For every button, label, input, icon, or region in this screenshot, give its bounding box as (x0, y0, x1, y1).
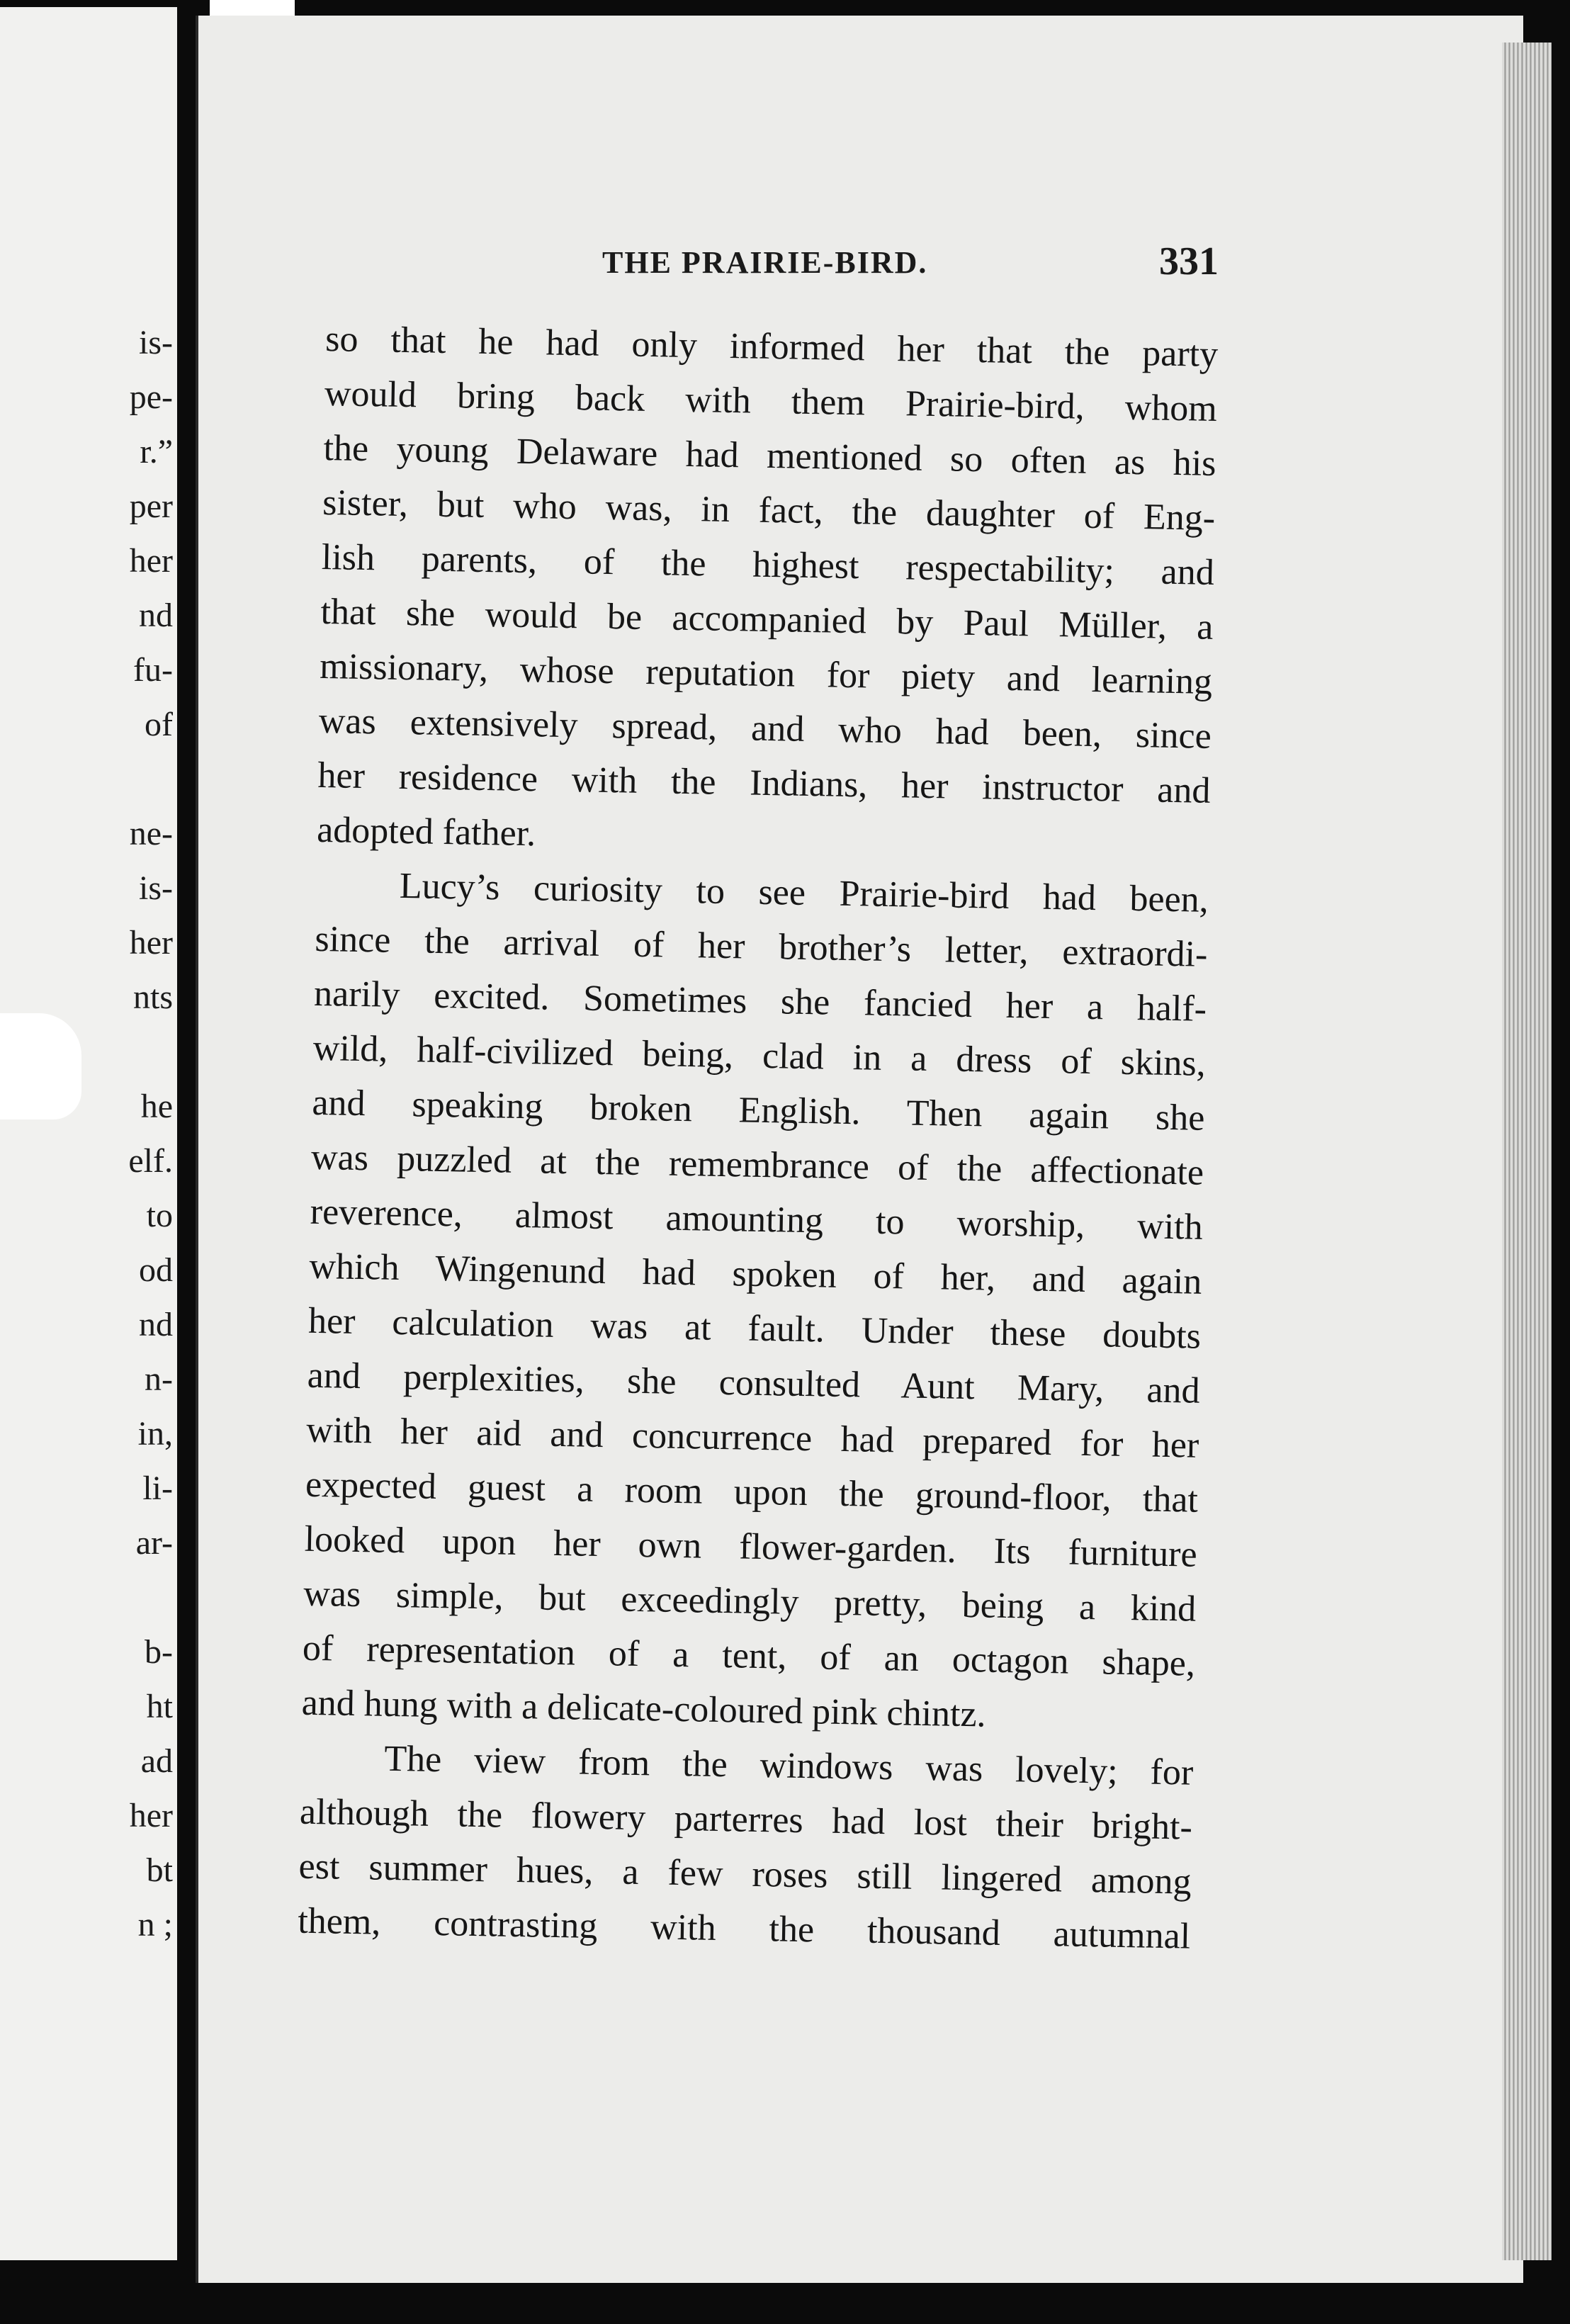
text-line: was extensively spread, and who had been, since (318, 700, 1212, 757)
page-edges (1502, 43, 1552, 2260)
left-page-fragment (0, 7, 177, 2260)
text-line: although the flowery parterres had lost their bright- (299, 1791, 1193, 1848)
text-line: and perplexities, she consulted Aunt Mary, and (307, 1355, 1201, 1411)
left-page-line-fragment: li- (142, 1470, 173, 1507)
left-page-line-fragment: elf. (128, 1142, 173, 1180)
text-line: would bring back with them Prairie-bird, whom (324, 373, 1218, 429)
left-page-line-fragment: n- (145, 1360, 173, 1398)
text-line: narily excited. Sometimes she fancied her a half- (313, 973, 1207, 1030)
text-line: her residence with the Indians, her instructor and (317, 755, 1211, 811)
text-line: was simple, but exceedingly pretty, being a kind (303, 1573, 1197, 1630)
text-line: reverence, almost amounting to worship, with (310, 1191, 1204, 1248)
page-number: 331 (1159, 239, 1219, 283)
body-text (298, 312, 1219, 1964)
text-line: so that he had only informed her that the party (324, 318, 1219, 375)
paragraph-1 (317, 312, 1219, 873)
left-page-line-fragment: b- (145, 1633, 173, 1671)
text-line: looked upon her own flower-garden. Its furniture (304, 1518, 1198, 1575)
left-page-line-fragment: ad (140, 1742, 173, 1780)
paragraph-2 (301, 857, 1209, 1746)
left-page-line-fragment: nd (139, 597, 173, 634)
running-head: THE PRAIRIE-BIRD. (602, 245, 928, 280)
left-page-line-fragment: nd (139, 1306, 173, 1343)
text-line: est summer hues, a few roses still lingered among (298, 1846, 1192, 1902)
left-page-line-fragment: ht (146, 1688, 173, 1725)
left-page-line-fragment: is- (139, 324, 173, 361)
text-line: The view from the windows was lovely; for (383, 1738, 1194, 1793)
left-page-line-fragment: pe- (129, 378, 173, 416)
left-page-line-fragment: to (146, 1197, 173, 1234)
paragraph-3 (298, 1730, 1194, 1964)
left-page-line-fragment: ne- (129, 815, 173, 852)
text-line: Lucy’s curiosity to see Prairie-bird had been, (399, 865, 1209, 920)
text-line: lish parents, of the highest respectability; and (321, 536, 1215, 593)
text-line: since the arrival of her brother’s letter, extraordi- (315, 918, 1208, 975)
left-page-line-fragment: her (129, 1797, 173, 1834)
left-page-line-fragment: he (140, 1088, 173, 1125)
left-page-line-fragment: per (129, 487, 173, 525)
left-page-line-fragment: her (129, 924, 173, 961)
text-line: which Wingenund had spoken of her, and again (308, 1246, 1202, 1302)
left-page-line-fragment: in, (137, 1415, 173, 1452)
left-page-line-fragment: ar- (135, 1524, 173, 1562)
text-line: that she would be accompanied by Paul Müller, a (320, 591, 1214, 648)
paper-damage-blot (0, 1013, 81, 1119)
text-line: with her aid and concurrence had prepared for her (305, 1409, 1199, 1466)
left-page-line-fragment: r.” (140, 433, 173, 470)
left-page-line-fragment: her (129, 542, 173, 580)
text-line: expected guest a room upon the ground-floor, that (305, 1464, 1199, 1521)
text-line: and hung with a delicate-coloured pink chintz. (301, 1682, 987, 1735)
text-line: her calculation was at fault. Under these doubts (307, 1300, 1202, 1357)
text-line: and speaking broken English. Then again she (312, 1082, 1205, 1139)
text-line: them, contrasting with the thousand autumnal (297, 1900, 1191, 1957)
left-page-line-fragment: nts (132, 978, 173, 1016)
left-page-line-fragment: is- (139, 869, 173, 907)
left-page-line-fragment: fu- (133, 651, 173, 689)
left-page-line-fragment: of (145, 706, 173, 743)
left-page-line-fragment: od (139, 1251, 173, 1289)
text-line: sister, but who was, in fact, the daughter of Eng- (322, 482, 1216, 538)
text-line: missionary, whose reputation for piety and learning (319, 645, 1213, 702)
left-page-line-fragment: bt (146, 1851, 173, 1889)
text-line: of representation of a tent, of an octagon shape, (302, 1628, 1196, 1684)
text-line: was puzzled at the remembrance of the affectionate (310, 1136, 1204, 1193)
text-line: the young Delaware had mentioned so often as his (323, 427, 1216, 484)
left-page-line-fragment: n ; (137, 1906, 173, 1944)
text-line: wild, half-civilized being, clad in a dress of skins, (312, 1027, 1207, 1084)
text-line: adopted father. (316, 809, 536, 854)
